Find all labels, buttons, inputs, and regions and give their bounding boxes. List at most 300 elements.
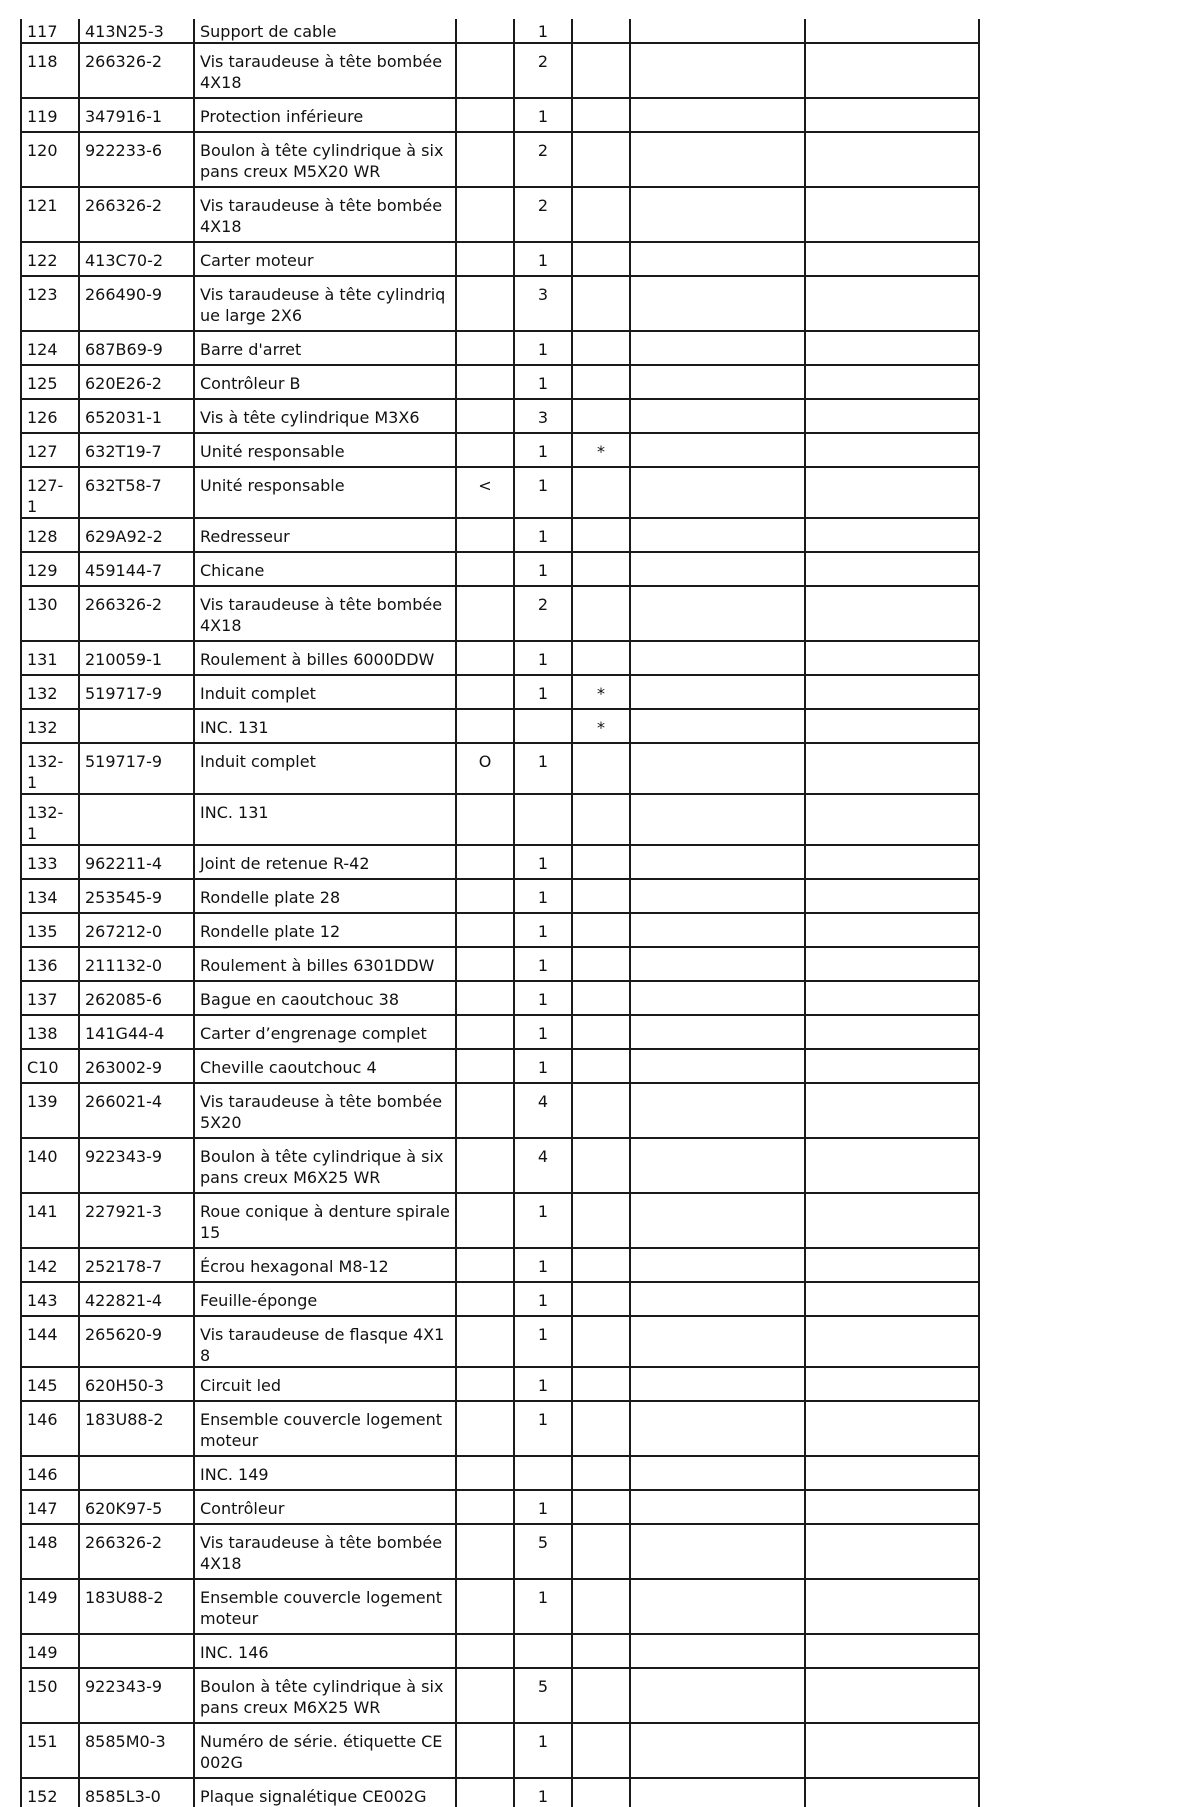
blank-cell [630, 1579, 805, 1634]
item-number-cell: 140 [21, 1138, 79, 1193]
item-number-cell: 129 [21, 552, 79, 586]
item-number-cell: 131 [21, 641, 79, 675]
blank-cell [805, 276, 979, 331]
note-cell [456, 1524, 514, 1579]
description-cell: INC. 131 [194, 709, 456, 743]
blank-cell [805, 981, 979, 1015]
marker-cell [572, 794, 630, 845]
blank-cell [805, 794, 979, 845]
blank-cell [805, 1634, 979, 1668]
note-cell [456, 399, 514, 433]
note-cell [456, 98, 514, 132]
part-number-cell: 413N25-3 [79, 19, 194, 43]
blank-cell [805, 1316, 979, 1367]
marker-cell [572, 743, 630, 794]
blank-cell [805, 365, 979, 399]
item-number-cell: 119 [21, 98, 79, 132]
part-number-cell: 620H50-3 [79, 1367, 194, 1401]
table-row [21, 1049, 979, 1083]
quantity-cell [514, 794, 572, 845]
part-number-cell: 922233-6 [79, 132, 194, 187]
item-number-cell: 121 [21, 187, 79, 242]
part-number-cell: 922343-9 [79, 1138, 194, 1193]
table-row [21, 1282, 979, 1316]
marker-cell [572, 1049, 630, 1083]
table-row [21, 552, 979, 586]
marker-cell [572, 586, 630, 641]
table-row [21, 1490, 979, 1524]
part-number-cell: 227921-3 [79, 1193, 194, 1248]
table-row [21, 242, 979, 276]
marker-cell [572, 1367, 630, 1401]
part-number-cell: 141G44-4 [79, 1015, 194, 1049]
note-cell [456, 1778, 514, 1807]
blank-cell [630, 19, 805, 43]
blank-cell [630, 586, 805, 641]
note-cell [456, 1634, 514, 1668]
part-number-cell [79, 794, 194, 845]
blank-cell [805, 879, 979, 913]
table-row [21, 794, 979, 845]
blank-cell [805, 1049, 979, 1083]
blank-cell [630, 1524, 805, 1579]
description-cell: Barre d'arret [194, 331, 456, 365]
quantity-cell: 1 [514, 1778, 572, 1807]
blank-cell [630, 981, 805, 1015]
part-number-cell: 519717-9 [79, 675, 194, 709]
quantity-cell: 2 [514, 586, 572, 641]
blank-cell [805, 1668, 979, 1723]
note-cell [456, 1401, 514, 1456]
description-cell: Rondelle plate 12 [194, 913, 456, 947]
description-cell: Vis taraudeuse à tête bombée 4X18 [194, 187, 456, 242]
item-number-cell: 125 [21, 365, 79, 399]
note-cell [456, 1049, 514, 1083]
item-number-cell: 126 [21, 399, 79, 433]
quantity-cell: 1 [514, 331, 572, 365]
marker-cell: * [572, 433, 630, 467]
marker-cell [572, 1524, 630, 1579]
blank-cell [805, 1015, 979, 1049]
item-number-cell: 135 [21, 913, 79, 947]
blank-cell [805, 1524, 979, 1579]
table-row [21, 276, 979, 331]
marker-cell [572, 1282, 630, 1316]
description-cell: Cheville caoutchouc 4 [194, 1049, 456, 1083]
blank-cell [805, 586, 979, 641]
table-row [21, 845, 979, 879]
marker-cell [572, 19, 630, 43]
description-cell: Circuit led [194, 1367, 456, 1401]
blank-cell [805, 641, 979, 675]
marker-cell [572, 98, 630, 132]
blank-cell [630, 1778, 805, 1807]
table-row [21, 743, 979, 794]
blank-cell [805, 242, 979, 276]
table-row [21, 467, 979, 518]
part-number-cell [79, 709, 194, 743]
blank-cell [630, 709, 805, 743]
description-cell: Joint de retenue R-42 [194, 845, 456, 879]
part-number-cell: 347916-1 [79, 98, 194, 132]
part-number-cell [79, 1634, 194, 1668]
blank-cell [630, 1282, 805, 1316]
marker-cell [572, 399, 630, 433]
table-row [21, 1668, 979, 1723]
item-number-cell: C10 [21, 1049, 79, 1083]
blank-cell [805, 1778, 979, 1807]
blank-cell [805, 1193, 979, 1248]
blank-cell [630, 365, 805, 399]
marker-cell [572, 1248, 630, 1282]
blank-cell [630, 845, 805, 879]
blank-cell [805, 709, 979, 743]
item-number-cell: 132 [21, 709, 79, 743]
part-number-cell: 263002-9 [79, 1049, 194, 1083]
note-cell [456, 1579, 514, 1634]
blank-cell [805, 19, 979, 43]
item-number-cell: 127-1 [21, 467, 79, 518]
blank-cell [630, 1401, 805, 1456]
blank-cell [630, 1316, 805, 1367]
quantity-cell: 1 [514, 1248, 572, 1282]
description-cell: Contrôleur [194, 1490, 456, 1524]
quantity-cell: 1 [514, 743, 572, 794]
quantity-cell: 1 [514, 1490, 572, 1524]
blank-cell [630, 1248, 805, 1282]
description-cell: Ensemble couvercle logement moteur [194, 1579, 456, 1634]
table-row [21, 132, 979, 187]
parts-table-body [21, 19, 979, 1807]
blank-cell [630, 1083, 805, 1138]
item-number-cell: 130 [21, 586, 79, 641]
item-number-cell: 123 [21, 276, 79, 331]
blank-cell [805, 331, 979, 365]
description-cell: Carter moteur [194, 242, 456, 276]
part-number-cell: 687B69-9 [79, 331, 194, 365]
table-row [21, 1138, 979, 1193]
quantity-cell: 1 [514, 675, 572, 709]
table-row [21, 19, 979, 43]
note-cell: O [456, 743, 514, 794]
note-cell [456, 1083, 514, 1138]
description-cell: Écrou hexagonal M8-12 [194, 1248, 456, 1282]
item-number-cell: 144 [21, 1316, 79, 1367]
description-cell: Vis taraudeuse de flasque 4X18 [194, 1316, 456, 1367]
quantity-cell: 1 [514, 433, 572, 467]
table-row [21, 365, 979, 399]
description-cell: Bague en caoutchouc 38 [194, 981, 456, 1015]
blank-cell [805, 743, 979, 794]
item-number-cell: 146 [21, 1401, 79, 1456]
part-number-cell: 266326-2 [79, 43, 194, 98]
blank-cell [630, 276, 805, 331]
blank-cell [805, 1456, 979, 1490]
blank-cell [630, 1015, 805, 1049]
quantity-cell: 1 [514, 913, 572, 947]
item-number-cell: 147 [21, 1490, 79, 1524]
part-number-cell: 267212-0 [79, 913, 194, 947]
blank-cell [805, 1282, 979, 1316]
quantity-cell: 2 [514, 187, 572, 242]
item-number-cell: 127 [21, 433, 79, 467]
table-row [21, 1316, 979, 1367]
note-cell [456, 675, 514, 709]
quantity-cell: 1 [514, 1367, 572, 1401]
part-number-cell: 210059-1 [79, 641, 194, 675]
item-number-cell: 132 [21, 675, 79, 709]
note-cell [456, 845, 514, 879]
blank-cell [805, 1083, 979, 1138]
quantity-cell: 1 [514, 845, 572, 879]
blank-cell [630, 1193, 805, 1248]
marker-cell [572, 947, 630, 981]
blank-cell [805, 187, 979, 242]
table-row [21, 43, 979, 98]
note-cell [456, 586, 514, 641]
quantity-cell: 1 [514, 1015, 572, 1049]
quantity-cell: 1 [514, 552, 572, 586]
item-number-cell: 145 [21, 1367, 79, 1401]
blank-cell [805, 399, 979, 433]
blank-cell [630, 913, 805, 947]
table-row [21, 1456, 979, 1490]
blank-cell [630, 947, 805, 981]
item-number-cell: 122 [21, 242, 79, 276]
table-row [21, 709, 979, 743]
description-cell: INC. 131 [194, 794, 456, 845]
table-row [21, 187, 979, 242]
note-cell [456, 187, 514, 242]
marker-cell [572, 276, 630, 331]
blank-cell [805, 1367, 979, 1401]
table-row [21, 433, 979, 467]
blank-cell [805, 1401, 979, 1456]
blank-cell [805, 132, 979, 187]
blank-cell [805, 1723, 979, 1778]
table-row [21, 518, 979, 552]
description-cell: Boulon à tête cylindrique à six pans creux M5X20 WR [194, 132, 456, 187]
marker-cell [572, 1490, 630, 1524]
description-cell: Plaque signalétique CE002G [194, 1778, 456, 1807]
note-cell [456, 1456, 514, 1490]
part-number-cell: 262085-6 [79, 981, 194, 1015]
marker-cell [572, 331, 630, 365]
item-number-cell: 146 [21, 1456, 79, 1490]
quantity-cell: 1 [514, 1316, 572, 1367]
part-number-cell: 266021-4 [79, 1083, 194, 1138]
item-number-cell: 118 [21, 43, 79, 98]
description-cell: Contrôleur B [194, 365, 456, 399]
blank-cell [630, 1490, 805, 1524]
item-number-cell: 136 [21, 947, 79, 981]
marker-cell [572, 365, 630, 399]
marker-cell [572, 981, 630, 1015]
note-cell [456, 518, 514, 552]
marker-cell [572, 467, 630, 518]
note-cell [456, 43, 514, 98]
item-number-cell: 142 [21, 1248, 79, 1282]
blank-cell [805, 1579, 979, 1634]
part-number-cell: 8585M0-3 [79, 1723, 194, 1778]
table-row [21, 1778, 979, 1807]
marker-cell [572, 1401, 630, 1456]
item-number-cell: 141 [21, 1193, 79, 1248]
description-cell: INC. 149 [194, 1456, 456, 1490]
blank-cell [805, 947, 979, 981]
item-number-cell: 132-1 [21, 794, 79, 845]
blank-cell [630, 1723, 805, 1778]
blank-cell [630, 187, 805, 242]
marker-cell [572, 1015, 630, 1049]
marker-cell [572, 1083, 630, 1138]
quantity-cell: 1 [514, 1401, 572, 1456]
description-cell: Numéro de série. étiquette CE002G [194, 1723, 456, 1778]
blank-cell [630, 1049, 805, 1083]
blank-cell [805, 1248, 979, 1282]
table-row [21, 1401, 979, 1456]
blank-cell [630, 794, 805, 845]
table-row [21, 1579, 979, 1634]
part-number-cell: 632T19-7 [79, 433, 194, 467]
blank-cell [630, 399, 805, 433]
description-cell: Chicane [194, 552, 456, 586]
part-number-cell: 183U88-2 [79, 1579, 194, 1634]
quantity-cell [514, 709, 572, 743]
quantity-cell: 3 [514, 399, 572, 433]
note-cell [456, 641, 514, 675]
marker-cell [572, 1138, 630, 1193]
description-cell: Boulon à tête cylindrique à six pans creux M6X25 WR [194, 1138, 456, 1193]
blank-cell [630, 879, 805, 913]
description-cell: Roulement à billes 6000DDW [194, 641, 456, 675]
note-cell [456, 1723, 514, 1778]
note-cell [456, 132, 514, 187]
description-cell: Vis taraudeuse à tête cylindrique large 2X6 [194, 276, 456, 331]
item-number-cell: 152 [21, 1778, 79, 1807]
note-cell [456, 794, 514, 845]
quantity-cell: 5 [514, 1668, 572, 1723]
quantity-cell: 1 [514, 1049, 572, 1083]
item-number-cell: 139 [21, 1083, 79, 1138]
blank-cell [805, 433, 979, 467]
marker-cell [572, 879, 630, 913]
blank-cell [630, 43, 805, 98]
table-row [21, 947, 979, 981]
marker-cell [572, 187, 630, 242]
note-cell [456, 242, 514, 276]
part-number-cell: 183U88-2 [79, 1401, 194, 1456]
description-cell: Carter d’engrenage complet [194, 1015, 456, 1049]
marker-cell [572, 1579, 630, 1634]
part-number-cell: 211132-0 [79, 947, 194, 981]
note-cell [456, 331, 514, 365]
quantity-cell: 1 [514, 98, 572, 132]
quantity-cell: 1 [514, 19, 572, 43]
table-row [21, 1015, 979, 1049]
note-cell [456, 1282, 514, 1316]
note-cell [456, 913, 514, 947]
note-cell [456, 1490, 514, 1524]
quantity-cell: 1 [514, 641, 572, 675]
part-number-cell: 519717-9 [79, 743, 194, 794]
part-number-cell: 422821-4 [79, 1282, 194, 1316]
blank-cell [630, 743, 805, 794]
table-row [21, 331, 979, 365]
quantity-cell: 1 [514, 947, 572, 981]
description-cell: Unité responsable [194, 433, 456, 467]
table-row [21, 586, 979, 641]
blank-cell [630, 518, 805, 552]
quantity-cell: 1 [514, 467, 572, 518]
item-number-cell: 143 [21, 1282, 79, 1316]
part-number-cell: 266490-9 [79, 276, 194, 331]
blank-cell [630, 331, 805, 365]
table-row [21, 913, 979, 947]
table-row [21, 399, 979, 433]
table-row [21, 641, 979, 675]
table-row [21, 675, 979, 709]
description-cell: Vis taraudeuse à tête bombée 5X20 [194, 1083, 456, 1138]
description-cell: Protection inférieure [194, 98, 456, 132]
blank-cell [805, 1138, 979, 1193]
marker-cell [572, 1723, 630, 1778]
description-cell: Redresseur [194, 518, 456, 552]
description-cell: Vis à tête cylindrique M3X6 [194, 399, 456, 433]
item-number-cell: 150 [21, 1668, 79, 1723]
part-number-cell: 252178-7 [79, 1248, 194, 1282]
blank-cell [630, 242, 805, 276]
quantity-cell: 1 [514, 242, 572, 276]
marker-cell: * [572, 709, 630, 743]
table-row [21, 1524, 979, 1579]
description-cell: Induit complet [194, 675, 456, 709]
quantity-cell [514, 1456, 572, 1490]
parts-list-table [20, 19, 980, 1807]
item-number-cell: 138 [21, 1015, 79, 1049]
table-row [21, 1083, 979, 1138]
description-cell: Vis taraudeuse à tête bombée 4X18 [194, 1524, 456, 1579]
marker-cell [572, 518, 630, 552]
marker-cell [572, 132, 630, 187]
description-cell: Vis taraudeuse à tête bombée 4X18 [194, 43, 456, 98]
description-cell: INC. 146 [194, 1634, 456, 1668]
quantity-cell: 1 [514, 1723, 572, 1778]
blank-cell [805, 552, 979, 586]
description-cell: Roue conique à denture spirale 15 [194, 1193, 456, 1248]
part-number-cell: 266326-2 [79, 586, 194, 641]
description-cell: Rondelle plate 28 [194, 879, 456, 913]
blank-cell [805, 518, 979, 552]
item-number-cell: 120 [21, 132, 79, 187]
marker-cell [572, 913, 630, 947]
blank-cell [630, 1668, 805, 1723]
quantity-cell: 2 [514, 132, 572, 187]
blank-cell [805, 1490, 979, 1524]
table-row [21, 981, 979, 1015]
blank-cell [630, 552, 805, 586]
note-cell [456, 947, 514, 981]
item-number-cell: 137 [21, 981, 79, 1015]
blank-cell [630, 467, 805, 518]
note-cell [456, 1193, 514, 1248]
part-number-cell: 413C70-2 [79, 242, 194, 276]
note-cell [456, 879, 514, 913]
part-number-cell: 620K97-5 [79, 1490, 194, 1524]
part-number-cell: 652031-1 [79, 399, 194, 433]
blank-cell [630, 675, 805, 709]
note-cell [456, 365, 514, 399]
